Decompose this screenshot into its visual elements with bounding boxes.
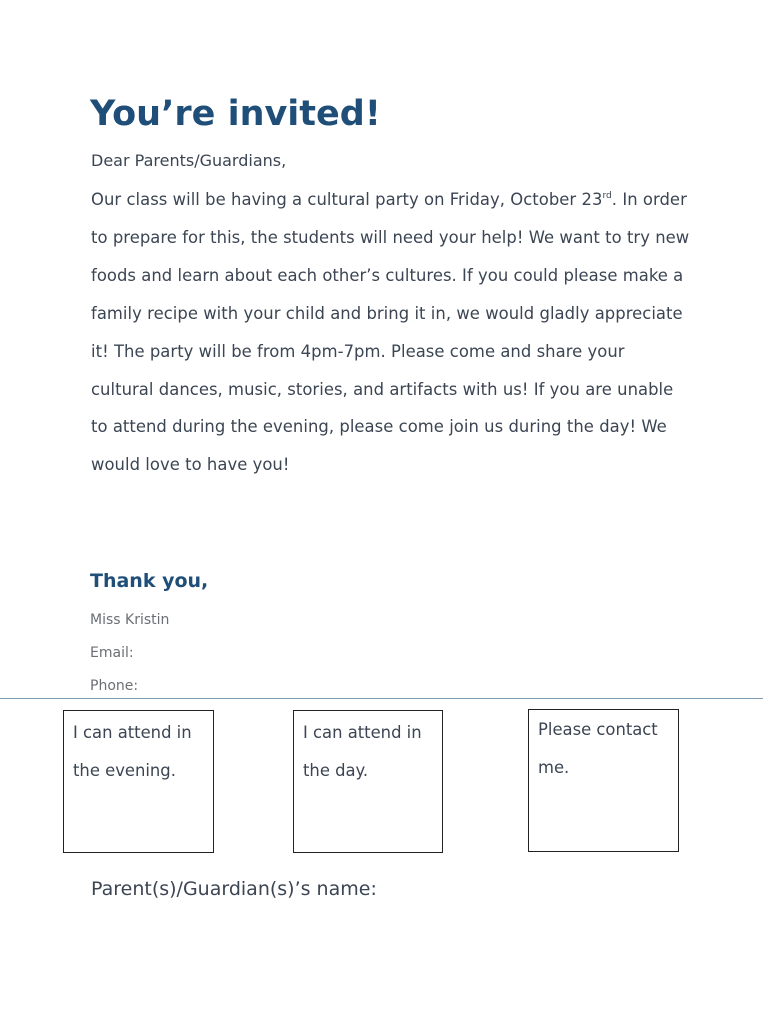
body-text-part-2: . In order to prepare for this, the students will need your help! We want to try new foods and learn about each other’s cultures. If you could please make a family recipe with your child and bring it in, we would gladly appreciate it! The party will be from 4pm-7pm. Please come and share your cultural dances, music, stories, and artifacts with us! If you are unable to attend during the evening, please come join us during the day! We would love to have you! [91, 190, 690, 475]
invitation-body [91, 181, 691, 484]
signature-name: Miss Kristin [90, 612, 170, 628]
option-box-evening[interactable] [63, 710, 214, 853]
parent-name-label: Parent(s)/Guardian(s)’s name: [91, 878, 377, 900]
cut-line-divider [0, 698, 763, 699]
option-box-day[interactable] [293, 710, 443, 853]
option-label-evening: I can attend in the evening. [73, 723, 192, 780]
option-box-contact[interactable] [528, 709, 679, 852]
phone-label: Phone: [90, 678, 139, 694]
option-label-contact: Please contact me. [538, 720, 658, 777]
invitation-title: You’re invited! [90, 94, 381, 134]
date-ordinal-suffix: rd [602, 191, 612, 201]
body-text-part-1: Our class will be having a cultural party on Friday, October 23 [91, 190, 603, 209]
thank-you-heading: Thank you, [90, 570, 209, 592]
email-label: Email: [90, 645, 134, 661]
greeting: Dear Parents/Guardians, [91, 151, 287, 170]
option-label-day: I can attend in the day. [303, 723, 422, 780]
